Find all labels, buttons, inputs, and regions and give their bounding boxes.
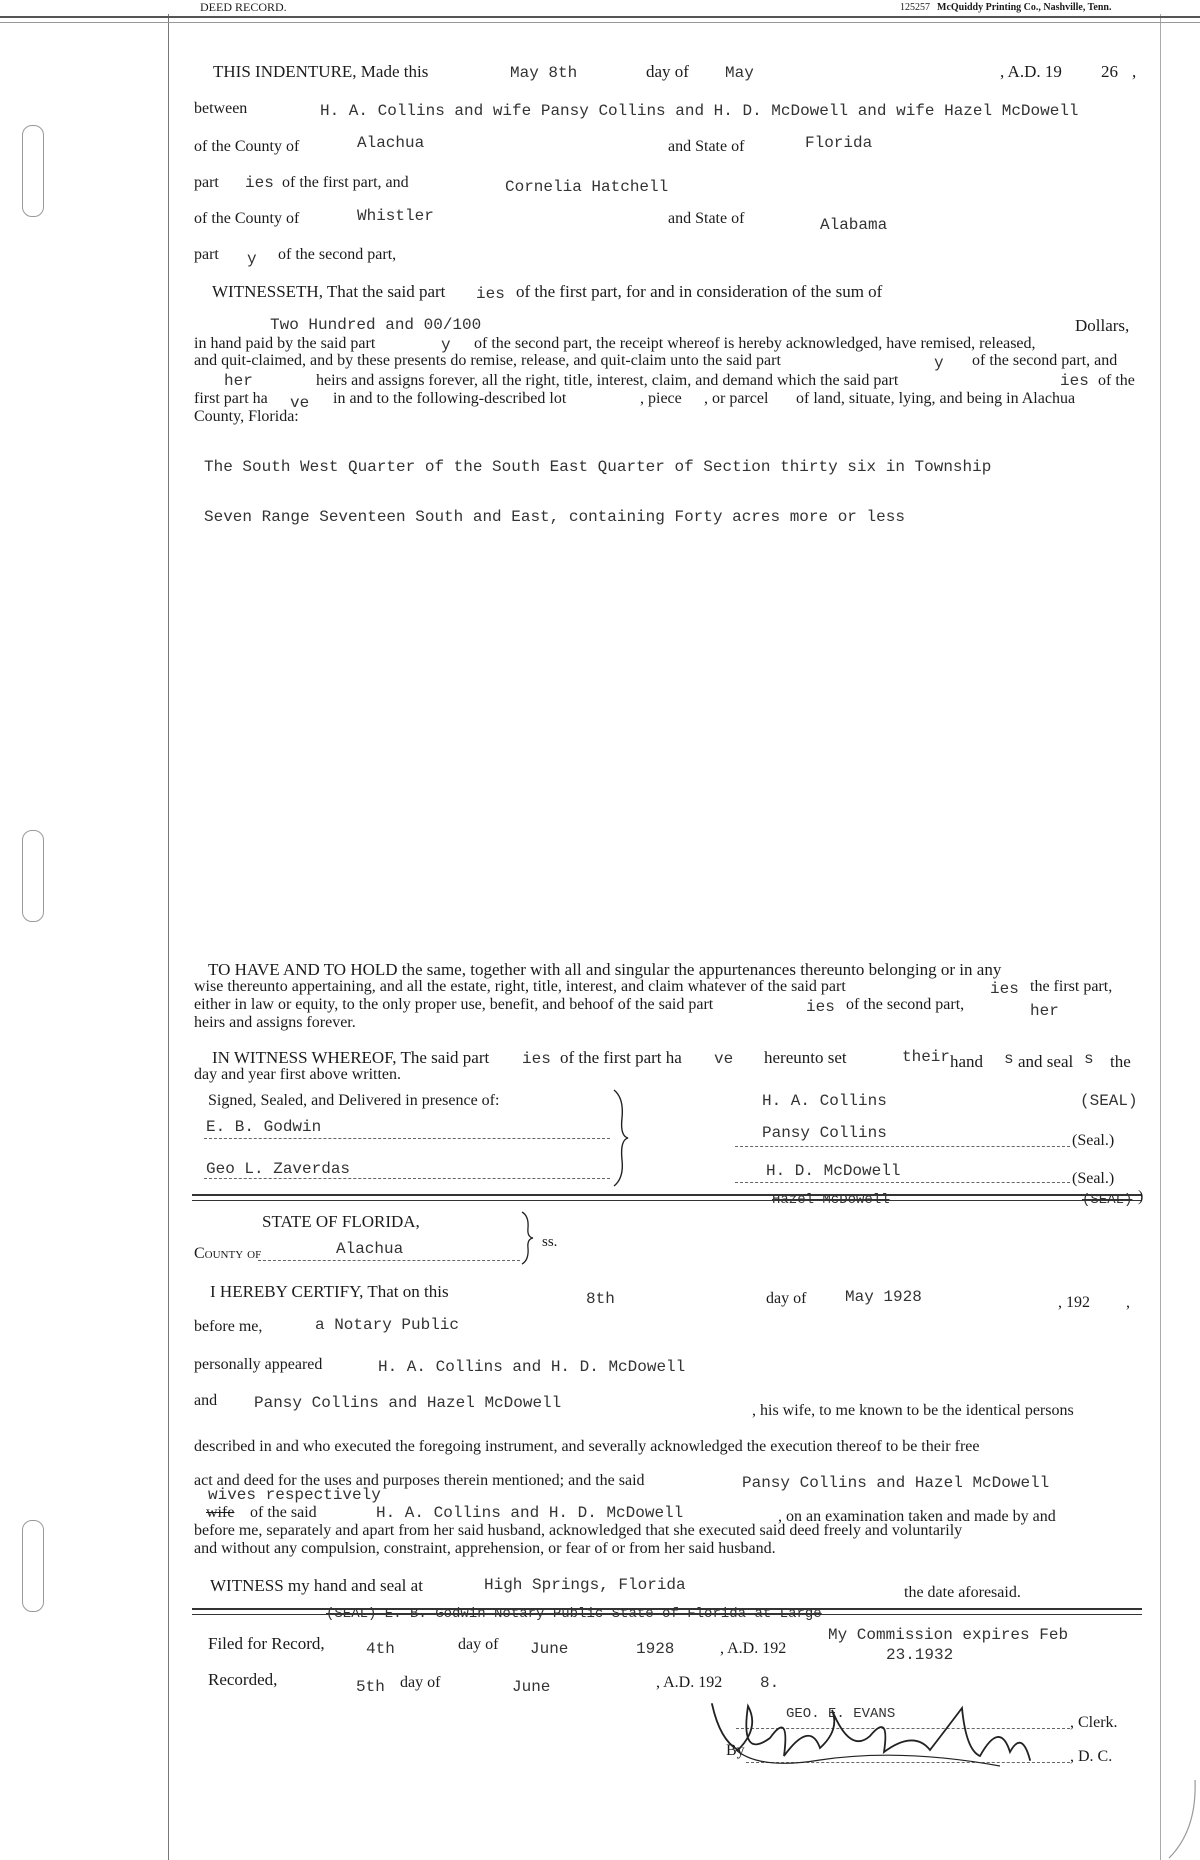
witnesseth-l3a: in hand paid by the said part bbox=[194, 335, 376, 352]
indenture-label: THIS INDENTURE, Made this bbox=[213, 62, 429, 81]
signature-2-seal: (Seal.) bbox=[1072, 1132, 1115, 1149]
part-label-1: part bbox=[194, 174, 219, 191]
between-label: between bbox=[194, 100, 248, 117]
made-month: May bbox=[725, 64, 754, 82]
described-line: described in and who executed the foregoing instrument, and severally acknowledged the execution thereof to be their free bbox=[194, 1438, 980, 1455]
habendum-line-3b: of the second part, bbox=[846, 996, 965, 1013]
habendum-line-2b: the first part, bbox=[1030, 978, 1113, 995]
recorded-day: 5th bbox=[356, 1678, 385, 1696]
notary-line: (SEAL) E. B. Godwin Notary Public State of Florida at Large bbox=[326, 1606, 822, 1622]
clerk-name: GEO. E. EVANS bbox=[786, 1706, 896, 1722]
ack-state: STATE OF FLORIDA, bbox=[262, 1212, 420, 1231]
witnesseth-l5a: heirs and assigns forever, all the right, title, interest, claim, and demand which the said part bbox=[316, 372, 899, 389]
habendum-ies-1: ies bbox=[990, 980, 1019, 998]
of-the-said: of the said bbox=[250, 1504, 317, 1521]
grantee-suffix: y bbox=[247, 250, 257, 268]
ad-label: , A.D. 19 bbox=[1000, 62, 1062, 81]
date-aforesaid: the date aforesaid. bbox=[904, 1584, 1021, 1601]
signature-4-paren: ) bbox=[1138, 1188, 1144, 1205]
printer-name: McQuiddy Printing Co., Nashville, Tenn. bbox=[937, 2, 1112, 13]
witness-clause-ies: ies bbox=[522, 1050, 551, 1068]
witnesseth-suffix-ies: ies bbox=[476, 285, 505, 303]
without-line: and without any compulsion, constraint, apprehension, or fear of or from her said husband. bbox=[194, 1540, 776, 1557]
sum-words: Two Hundred and 00/100 bbox=[270, 316, 482, 334]
witness-clause-the: the bbox=[1110, 1052, 1131, 1071]
grantee-state-label: and State of bbox=[668, 210, 745, 227]
second-part-label: of the second part, bbox=[278, 246, 397, 263]
grantor-state-label: and State of bbox=[668, 138, 745, 155]
clerk-label: , Clerk. bbox=[1070, 1714, 1118, 1731]
before-me-line: before me, separately and apart from her said husband, acknowledged that she executed said deed freely and voluntarily bbox=[194, 1522, 963, 1539]
witnesseth-b: of the first part, for and in consideration of the sum of bbox=[516, 282, 883, 301]
header-rule-top bbox=[0, 16, 1200, 18]
filed-month: June bbox=[530, 1640, 569, 1658]
witness-clause-hand: hand bbox=[950, 1052, 984, 1071]
commission-expires: My Commission expires Feb bbox=[828, 1626, 1069, 1644]
recorded-day-of: day of bbox=[400, 1674, 441, 1691]
page-curl bbox=[1165, 1780, 1200, 1860]
grantee-name: Cornelia Hatchell bbox=[505, 178, 669, 196]
witnesseth-l6a: first part ha bbox=[194, 390, 268, 407]
legal-description-line-2: Seven Range Seventeen South and East, containing Forty acres more or less bbox=[204, 508, 905, 526]
witnesseth-l6c: , piece bbox=[640, 390, 682, 407]
witnesseth-l5b: of the bbox=[1098, 372, 1135, 389]
witness-hand-label: WITNESS my hand and seal at bbox=[210, 1576, 423, 1595]
signature-1: H. A. Collins bbox=[762, 1092, 887, 1110]
witnesseth-a: WITNESSETH, That the said part bbox=[212, 282, 446, 301]
binder-hole-1 bbox=[22, 125, 44, 217]
margin-line-right bbox=[1160, 14, 1161, 1860]
wives-respectively: wives respectively bbox=[208, 1486, 381, 1504]
certify-label: I HEREBY CERTIFY, That on this bbox=[210, 1282, 449, 1301]
witnesseth-l6b: in and to the following-described lot bbox=[333, 390, 567, 407]
grantee-county-label: of the County of bbox=[194, 210, 300, 227]
recorded-label: Recorded, bbox=[208, 1670, 278, 1689]
witness-clause-and-seal: and seal bbox=[1018, 1052, 1074, 1071]
deed-record-label: DEED RECORD. bbox=[200, 0, 287, 14]
husbands-names: H. A. Collins and H. D. McDowell bbox=[376, 1504, 684, 1522]
grantee-state: Alabama bbox=[820, 216, 888, 234]
witness-clause-s2: s bbox=[1084, 1050, 1094, 1068]
witness-line-1 bbox=[204, 1138, 610, 1139]
witness-clause-ve: ve bbox=[714, 1050, 734, 1068]
witness-clause-b: of the first part ha bbox=[560, 1048, 682, 1067]
signature-2: Pansy Collins bbox=[762, 1124, 887, 1142]
habendum-line-2a: wise thereunto appertaining, and all the estate, right, title, interest, and claim whatever of the said part bbox=[194, 978, 846, 995]
day-of-label: day of bbox=[646, 62, 689, 81]
year-comma: , bbox=[1132, 62, 1137, 81]
signature-3: H. D. McDowell bbox=[766, 1162, 901, 1180]
witness-place: High Springs, Florida bbox=[484, 1576, 686, 1594]
recorded-year-digit: 8. bbox=[760, 1674, 780, 1692]
grantor-state: Florida bbox=[805, 134, 873, 152]
witness-1: E. B. Godwin bbox=[206, 1118, 322, 1136]
habendum-her: her bbox=[1030, 1002, 1059, 1020]
first-part-and: of the first part, and bbox=[282, 174, 409, 191]
legal-description-line-1: The South West Quarter of the South East Quarter of Section thirty six in Township bbox=[204, 458, 992, 476]
witnesseth-l3b: of the second part, the receipt whereof is hereby acknowledged, have remised, released, bbox=[474, 335, 1036, 352]
habendum-line-1: TO HAVE AND TO HOLD the same, together with all and singular the appurtenances thereunto belonging or in any bbox=[208, 960, 1002, 979]
wives-names: Pansy Collins and Hazel McDowell bbox=[254, 1394, 562, 1412]
ack-year-comma: , bbox=[1126, 1294, 1130, 1311]
form-number: 125257 bbox=[900, 2, 930, 13]
signature-line-2 bbox=[735, 1146, 1070, 1147]
filed-day-of: day of bbox=[458, 1636, 499, 1653]
signature-line-3 bbox=[735, 1182, 1070, 1183]
ack-day-of: day of bbox=[766, 1290, 807, 1307]
filed-year: 1928 bbox=[636, 1640, 675, 1658]
exam-text: , on an examination taken and made by and bbox=[778, 1508, 1056, 1525]
ack-county: Alachua bbox=[336, 1240, 404, 1258]
witness-clause-line-2: day and year first above written. bbox=[194, 1066, 402, 1083]
signature-4: Hazel McDowell bbox=[772, 1192, 890, 1208]
commission-date: 23.1932 bbox=[886, 1646, 954, 1664]
officer-title: a Notary Public bbox=[315, 1316, 460, 1334]
ack-year-label: , 192 bbox=[1058, 1294, 1090, 1311]
act-names: Pansy Collins and Hazel McDowell bbox=[742, 1474, 1050, 1492]
grantor-suffix: ies bbox=[245, 174, 274, 192]
ack-county-line bbox=[258, 1260, 520, 1261]
section-divider-1 bbox=[192, 1194, 1142, 1201]
signature-1-seal: (SEAL) bbox=[1080, 1092, 1138, 1110]
appeared-label: personally appeared bbox=[194, 1356, 323, 1373]
habendum-line-3a: either in law or equity, to the only proper use, benefit, and behoof of the said part bbox=[194, 996, 714, 1013]
his-wife-text: , his wife, to me known to be the identical persons bbox=[752, 1402, 1074, 1419]
recorded-month: June bbox=[512, 1678, 551, 1696]
header-rule-bottom bbox=[0, 22, 1200, 23]
signature-4-seal: (SEAL) bbox=[1082, 1192, 1133, 1208]
ack-month-year: May 1928 bbox=[845, 1288, 922, 1306]
binder-hole-3 bbox=[22, 1520, 44, 1612]
witness-2: Geo L. Zaverdas bbox=[206, 1160, 351, 1178]
filed-label: Filed for Record, bbox=[208, 1634, 325, 1653]
appeared-names: H. A. Collins and H. D. McDowell bbox=[378, 1358, 686, 1376]
act-deed-line: act and deed for the uses and purposes therein mentioned; and the said bbox=[194, 1472, 645, 1489]
grantors: H. A. Collins and wife Pansy Collins and H. D. McDowell and wife Hazel McDowell bbox=[320, 102, 1079, 120]
witnesseth-l5-ies: ies bbox=[1060, 372, 1089, 390]
habendum-ies-2: ies bbox=[806, 998, 835, 1016]
binder-hole-2 bbox=[22, 830, 44, 922]
witness-brace bbox=[610, 1088, 634, 1188]
grantor-county-label: of the County of bbox=[194, 138, 300, 155]
ss-brace bbox=[520, 1210, 536, 1266]
filed-day: 4th bbox=[366, 1640, 395, 1658]
witnesseth-l3-y: y bbox=[441, 336, 451, 354]
witnesseth-l4b: of the second part, and bbox=[972, 352, 1118, 369]
and-label: and bbox=[194, 1392, 218, 1409]
dollars-label: Dollars, bbox=[1075, 316, 1130, 335]
made-day: May 8th bbox=[510, 64, 578, 82]
witnesseth-l6e: of land, situate, lying, and being in Alachua bbox=[796, 390, 1076, 407]
witnesseth-ve: ve bbox=[290, 394, 310, 412]
ss-label: ss. bbox=[542, 1234, 558, 1250]
signature-3-seal: (Seal.) bbox=[1072, 1170, 1115, 1187]
made-year: 26 bbox=[1101, 62, 1118, 81]
before-me-label: before me, bbox=[194, 1318, 263, 1335]
witness-clause-s1: s bbox=[1004, 1050, 1014, 1068]
witness-clause-their: their bbox=[902, 1048, 951, 1066]
signed-delivered-label: Signed, Sealed, and Delivered in presence of: bbox=[208, 1092, 500, 1109]
witnesseth-l4-y: y bbox=[934, 354, 944, 372]
ack-day: 8th bbox=[586, 1290, 615, 1308]
wife-label: wife bbox=[206, 1504, 235, 1521]
dc-label: , D. C. bbox=[1070, 1748, 1113, 1765]
witnesseth-her: her bbox=[224, 372, 253, 390]
witnesseth-l6d: , or parcel bbox=[704, 390, 769, 407]
grantee-county: Whistler bbox=[357, 207, 434, 225]
recorded-ad: , A.D. 192 bbox=[656, 1674, 723, 1691]
witnesseth-l4a: and quit-claimed, and by these presents do remise, release, and quit-claim unto the said part bbox=[194, 352, 781, 369]
filed-ad: , A.D. 192 bbox=[720, 1640, 787, 1657]
habendum-line-4: heirs and assigns forever. bbox=[194, 1014, 356, 1031]
grantor-county: Alachua bbox=[357, 134, 425, 152]
by-label: By bbox=[726, 1742, 745, 1759]
clerk-signature bbox=[700, 1690, 1070, 1780]
margin-line-left bbox=[168, 14, 169, 1860]
witness-line-2 bbox=[204, 1178, 610, 1179]
part-label-2: part bbox=[194, 246, 219, 263]
witness-clause-a: IN WITNESS WHEREOF, The said part bbox=[212, 1048, 490, 1067]
witnesseth-l7: County, Florida: bbox=[194, 408, 299, 425]
witness-clause-c: hereunto set bbox=[764, 1048, 847, 1067]
ack-county-label: County of bbox=[194, 1245, 262, 1262]
